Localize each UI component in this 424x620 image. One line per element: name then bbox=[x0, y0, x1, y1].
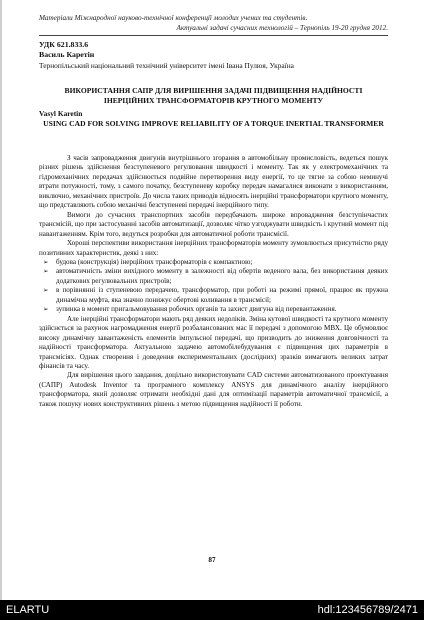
arrow-bullet-icon: ➢ bbox=[43, 267, 49, 276]
paper-body bbox=[39, 154, 388, 409]
running-header-line-1: Матеріали Міжнародної науково-технічної конференції молодих учених та студентів. bbox=[39, 14, 308, 22]
udc-code: УДК 621.833.6 bbox=[39, 40, 89, 49]
handle-identifier: hdl:123456789/2471 bbox=[317, 604, 418, 616]
body-paragraph: Для вирішення цього завдання, доцільно використовувати CAD системи автоматизованого проектування (САПР) Autodesk Inventor та програмного комплексу ANSYS для динамічного аналізу інерційного трансформатора, який дозволяє отримати необхідні дані для оптимізації параметрів автоматичної трансмісії, а також пошуку нових конструктивних рішень з метою підвищення надійності її роботи. bbox=[39, 371, 388, 408]
author-name: Василь Каретін bbox=[39, 50, 95, 59]
list-item bbox=[39, 258, 388, 267]
list-item-text: автоматичність зміни вихідного моменту в залежності від обертів веденого вала, без використання деяких додаткових регулювальних пристроїв; bbox=[56, 267, 388, 285]
english-paper-title: USING CAD FOR SOLVING IMPROVE RELIABILITY OF A TORQUE INERTIAL TRANSFORMER bbox=[43, 119, 384, 128]
arrow-bullet-icon: ➢ bbox=[43, 286, 49, 295]
repository-footer-bar bbox=[0, 600, 424, 620]
list-item bbox=[39, 305, 388, 314]
body-paragraph: Вимоги до сучасних транспортних засобів передбачають широке впровадження безступінчастих трансмісій, що при застосуванні засобів автоматизації, дозволяє чітко узгоджувати швидкість і крутний момент під навантаженням. Крім того, ведуться розробки для автоматичної роботи трансмісії. bbox=[39, 210, 388, 238]
arrow-bullet-icon: ➢ bbox=[43, 305, 49, 314]
list-item-text: будова (конструкція) інерційних трансформаторів є компактною; bbox=[56, 257, 253, 266]
paper-title: ВИКОРИСТАННЯ САПР ДЛЯ ВИРІШЕННЯ ЗАДАЧІ ПІДВИЩЕННЯ НАДІЙНОСТІ ІНЕРЦІЙНИХ ТРАНСФОРМАТОРІВ КРУТНОГО МОМЕНТУ bbox=[64, 86, 363, 105]
list-item bbox=[39, 267, 388, 286]
english-author-name: Vasyl Karetin bbox=[39, 109, 83, 118]
body-paragraph: Але інерційні трансформатори мають ряд деяких недоліків. Зміна кутової швидкості та крутного моменту здійснється за рахунок нагромадження енергії розбалансованих мас її передачі з допомогою МВХ. Це обумовлює високу динамічну завантаженість елементів імпульсної передачі, що призводить до зниження довговічності та надійності трансформатора. Актуальною задачею автомобілебудування є підвищення цих параметрів в трансмісіях. Однак створення і доведення експериментальних (дослідних) зразків вимагають великих затрат фінансів та часу. bbox=[39, 314, 388, 370]
body-paragraph: З часів запровадження двигунів внутрішнього згорання в автомобільну промисловість, ведеться пошук різних рішень здійснення безступеневого регулювання швидкості і моменту. Так як у електромеханічних та гідромеханічних передачах здійснюється подвійне перетворення виду енергії, то це тягне за собою неминучі втрати потужності, тому, з самого початку, безступеневу коробку передач намагалися виконати з використанням, виключно, механічних пристроїв. До числа таких приводів відносять інерційні трансформатори крутного моменту, що представляють собою механічні безступеневі передачі інерційного типу. bbox=[39, 154, 388, 210]
list-item bbox=[39, 286, 388, 305]
list-item-text: в порівнянні із ступеневою передачею, трансформатор, при роботі на режимі прямої, працює як пружна динамічна муфта, яка значно понижує обертові коливання в трансмісії; bbox=[56, 286, 388, 304]
header-rule bbox=[39, 35, 388, 36]
repository-name: ELARTU bbox=[6, 604, 50, 616]
running-header-line-2: Актуальні задачі сучасних технологій – Тернопіль 19-20 грудня 2012. bbox=[176, 23, 388, 32]
running-header bbox=[39, 14, 388, 33]
arrow-bullet-icon: ➢ bbox=[43, 257, 49, 266]
advantages-list bbox=[39, 258, 388, 315]
body-paragraph: Хороші перспективи використання інерційних трансформаторів моменту зумовлюється присутністю ряду позитивних характеристик, деякі з них: bbox=[39, 239, 388, 257]
list-item-text: зупинка в момент пригальмовування робочих органів та захист двигуна від перевантаження. bbox=[56, 305, 337, 314]
page-number: 87 bbox=[208, 556, 216, 564]
author-affiliation: Тернопільський національний технічний університет імені Івана Пулюя, Україна bbox=[39, 61, 294, 70]
